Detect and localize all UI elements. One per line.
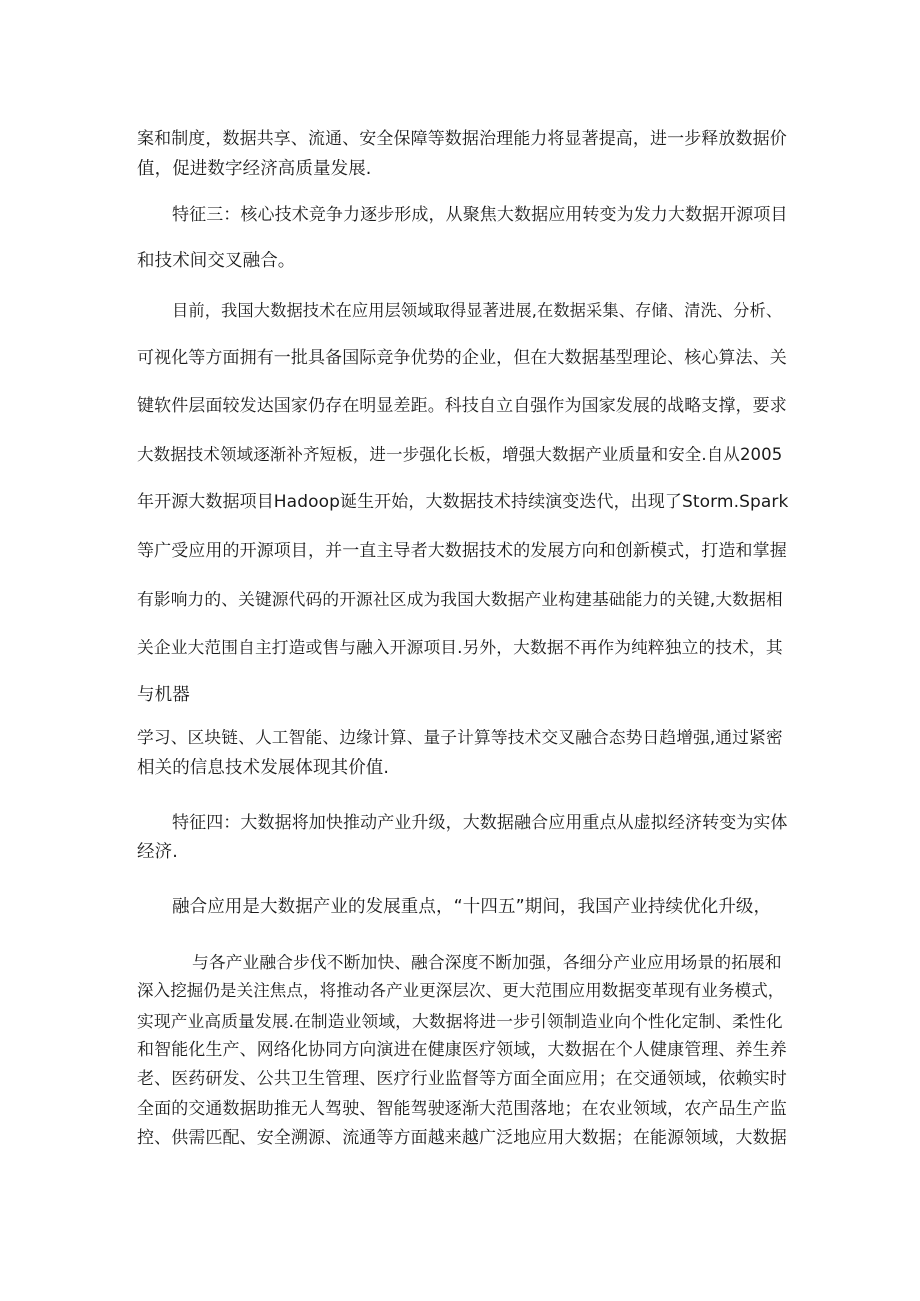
text-line: 深入挖掘仍是关注焦点，将推动各产业更深层次、更大范围应用数据变革现有业务模式， [137,981,785,1000]
text-line: 与各产业融合步伐不断加快、融合深度不断加强，各细分产业应用场景的拓展和 [192,952,782,972]
text-line: 值，促进数字经济高质量发展. [137,159,372,179]
text-line: 全面的交通数据助推无人驾驶、智能驾驶逐渐大范围落地；在农业领域，农产品生产监 [137,1099,787,1119]
text-line: 年开源大数据项目Hadoop诞生开始，大数据技术持续演变迭代，出现了Storm.Spark [137,492,789,512]
text-line: 老、医药研发、公共卫生管理、医疗行业监督等方面全面应用；在交通领域，依赖实时 [137,1069,787,1089]
text-line: 目前，我国大数据技术在应用层领域取得显著进展,在数据采集、存储、清洗、分析、 [172,301,783,320]
text-line: 融合应用是大数据产业的发展重点，“十四五”期间，我国产业持续优化升级， [172,897,772,917]
section-heading: 特征三：核心技术竞争力逐步形成，从聚焦大数据应用转变为发力大数据开源项目 [172,205,788,225]
text-line: 键软件层面较发达国家仍存在明显差距。科技自立自强作为国家发展的战略支撑，要求 [137,396,787,416]
text-line: 实现产业高质量发展.在制造业领域，大数据将进一步引领制造业向个性化定制、柔性化 [137,1011,783,1031]
section-heading: 特征四：大数据将加快推动产业升级，大数据融合应用重点从虚拟经济转变为实体 [172,813,788,833]
text-line: 与机器 [137,685,190,705]
text-line: 可视化等方面拥有一批具备国际竞争优势的企业，但在大数据基型理论、核心算法、关 [137,348,787,368]
text-line: 关企业大范围自主打造或售与融入开源项目.另外，大数据不再作为纯粹独立的技术，其 [137,637,783,657]
text-line: 等广受应用的开源项目，并一直主导者大数据技术的发展方向和创新模式，打造和掌握 [137,541,787,561]
text-line: 和智能化生产、网络化协同方向演进在健康医疗领域，大数据在个人健康管理、养生养 [137,1040,787,1060]
section-heading: 经济. [137,842,178,862]
text-line: 大数据技术领域逐渐补齐短板，进一步强化长板，增强大数据产业质量和安全.自从2005 [137,445,783,464]
text-line: 学习、区块链、人工智能、边缘计算、量子计算等技术交叉融合态势日趋增强,通过紧密 [137,727,783,747]
text-line: 控、供需匹配、安全溯源、流通等方面越来越广泛地应用大数据；在能源领域，大数据 [137,1128,787,1148]
text-line: 有影响力的、关键源代码的开源社区成为我国大数据产业构建基础能力的关键,大数据相 [137,589,783,609]
text-line: 案和制度，数据共享、流通、安全保障等数据治理能力将显著提高，进一步释放数据价 [137,129,787,149]
section-heading: 和技术间交叉融合。 [137,251,296,271]
text-line: 相关的信息技术发展体现其价值. [137,758,390,778]
